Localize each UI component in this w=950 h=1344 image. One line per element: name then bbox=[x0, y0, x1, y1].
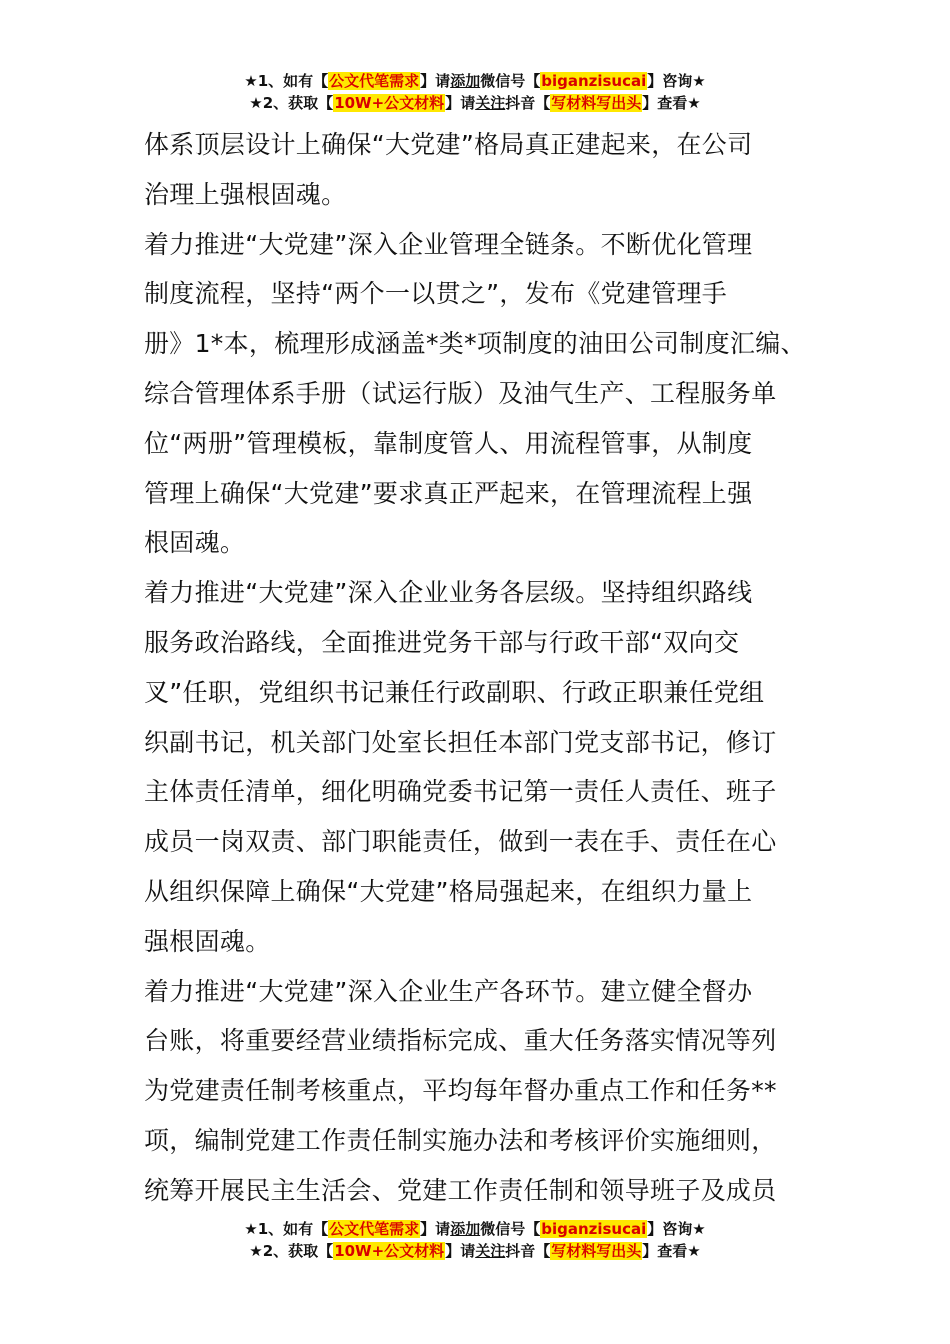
body-line: 着力推进“大党建”深入企业业务各层级。坚持组织路线 bbox=[144, 578, 753, 608]
header-line-1-mid: 】请 bbox=[420, 72, 451, 90]
body-line: 从组织保障上确保“大党建”格局强起来，在组织力量上 bbox=[144, 876, 753, 906]
footer-line-1-emphasis: 添加 bbox=[450, 1220, 481, 1238]
body-line: 位“两册”管理模板，靠制度管人、用流程管事，从制度 bbox=[144, 428, 753, 458]
body-line: 服务政治路线，全面推进党务干部与行政干部“双向交 bbox=[144, 627, 740, 657]
header-line-2-highlight-douyin: 写材料写出头 bbox=[551, 94, 642, 112]
header-line-2-highlight-materials: 10W+公文材料 bbox=[334, 94, 445, 112]
header-line-1-mid2: 微信号【 bbox=[480, 72, 541, 90]
footer-line-1-suffix: 】咨询★ bbox=[647, 1220, 706, 1238]
footer-line-2-highlight-douyin: 写材料写出头 bbox=[551, 1242, 642, 1260]
body-line: 着力推进“大党建”深入企业生产各环节。建立健全督办 bbox=[144, 976, 753, 1006]
header-line-1 bbox=[0, 70, 950, 92]
header-line-2-suffix: 】查看★ bbox=[642, 94, 701, 112]
body-line: 成员一岗双责、部门职能责任，做到一表在手、责任在心 bbox=[144, 827, 777, 857]
body-line: 台账，将重要经营业绩指标完成、重大任务落实情况等列 bbox=[144, 1026, 777, 1056]
body-line: 项，编制党建工作责任制实施办法和考核评价实施细则， bbox=[144, 1125, 777, 1155]
body-line: 强根固魂。 bbox=[144, 926, 271, 956]
header-line-1-prefix: ★1、如有【 bbox=[244, 72, 329, 90]
body-line: 统筹开展民主生活会、党建工作责任制和领导班子及成员 bbox=[144, 1175, 777, 1205]
header-line-1-emphasis: 添加 bbox=[450, 72, 481, 90]
body-line: 着力推进“大党建”深入企业管理全链条。不断优化管理 bbox=[144, 229, 753, 259]
footer-line-2-prefix: ★2、获取【 bbox=[249, 1242, 334, 1260]
header-line-2-mid: 】请 bbox=[445, 94, 476, 112]
footer-line-1-prefix: ★1、如有【 bbox=[244, 1220, 329, 1238]
footer-line-1-highlight-service: 公文代笔需求 bbox=[329, 1220, 420, 1238]
body-line: 织副书记，机关部门处室长担任本部门党支部书记，修订 bbox=[144, 727, 777, 757]
body-line: 治理上强根固魂。 bbox=[144, 179, 347, 209]
body-line: 综合管理体系手册（试运行版）及油气生产、工程服务单 bbox=[144, 378, 777, 408]
footer-line-2 bbox=[0, 1240, 950, 1262]
footer-banner bbox=[0, 1218, 950, 1262]
footer-line-2-mid: 】请 bbox=[445, 1242, 476, 1260]
body-line: 根固魂。 bbox=[144, 528, 246, 558]
body-line: 册》1*本，梳理形成涵盖*类*项制度的油田公司制度汇编、 bbox=[144, 329, 806, 359]
header-banner bbox=[0, 70, 950, 114]
body-line: 主体责任清单，细化明确党委书记第一责任人责任、班子 bbox=[144, 777, 777, 807]
footer-line-1 bbox=[0, 1218, 950, 1240]
header-line-1-highlight-service: 公文代笔需求 bbox=[329, 72, 420, 90]
document-body bbox=[144, 120, 814, 1216]
header-line-2-mid2: 抖音【 bbox=[505, 94, 551, 112]
body-line: 制度流程，坚持“两个一以贯之”，发布《党建管理手 bbox=[144, 279, 728, 309]
header-line-2 bbox=[0, 92, 950, 114]
body-line: 管理上确保“大党建”要求真正严起来，在管理流程上强 bbox=[144, 478, 753, 508]
header-line-2-prefix: ★2、获取【 bbox=[249, 94, 334, 112]
footer-line-2-suffix: 】查看★ bbox=[642, 1242, 701, 1260]
header-line-1-suffix: 】咨询★ bbox=[647, 72, 706, 90]
footer-line-1-mid: 】请 bbox=[420, 1220, 451, 1238]
footer-line-1-highlight-wechat: biganzisucai bbox=[541, 1220, 647, 1238]
header-line-2-emphasis: 关注 bbox=[475, 94, 506, 112]
footer-line-2-mid2: 抖音【 bbox=[505, 1242, 551, 1260]
body-line: 体系顶层设计上确保“大党建”格局真正建起来，在公司 bbox=[144, 130, 753, 159]
footer-line-2-highlight-materials: 10W+公文材料 bbox=[334, 1242, 445, 1260]
footer-line-2-emphasis: 关注 bbox=[475, 1242, 506, 1260]
body-line: 为党建责任制考核重点，平均每年督办重点工作和任务** bbox=[144, 1076, 777, 1106]
footer-line-1-mid2: 微信号【 bbox=[480, 1220, 541, 1238]
header-line-1-highlight-wechat: biganzisucai bbox=[541, 72, 647, 90]
body-line: 叉”任职，党组织书记兼任行政副职、行政正职兼任党组 bbox=[144, 677, 765, 707]
